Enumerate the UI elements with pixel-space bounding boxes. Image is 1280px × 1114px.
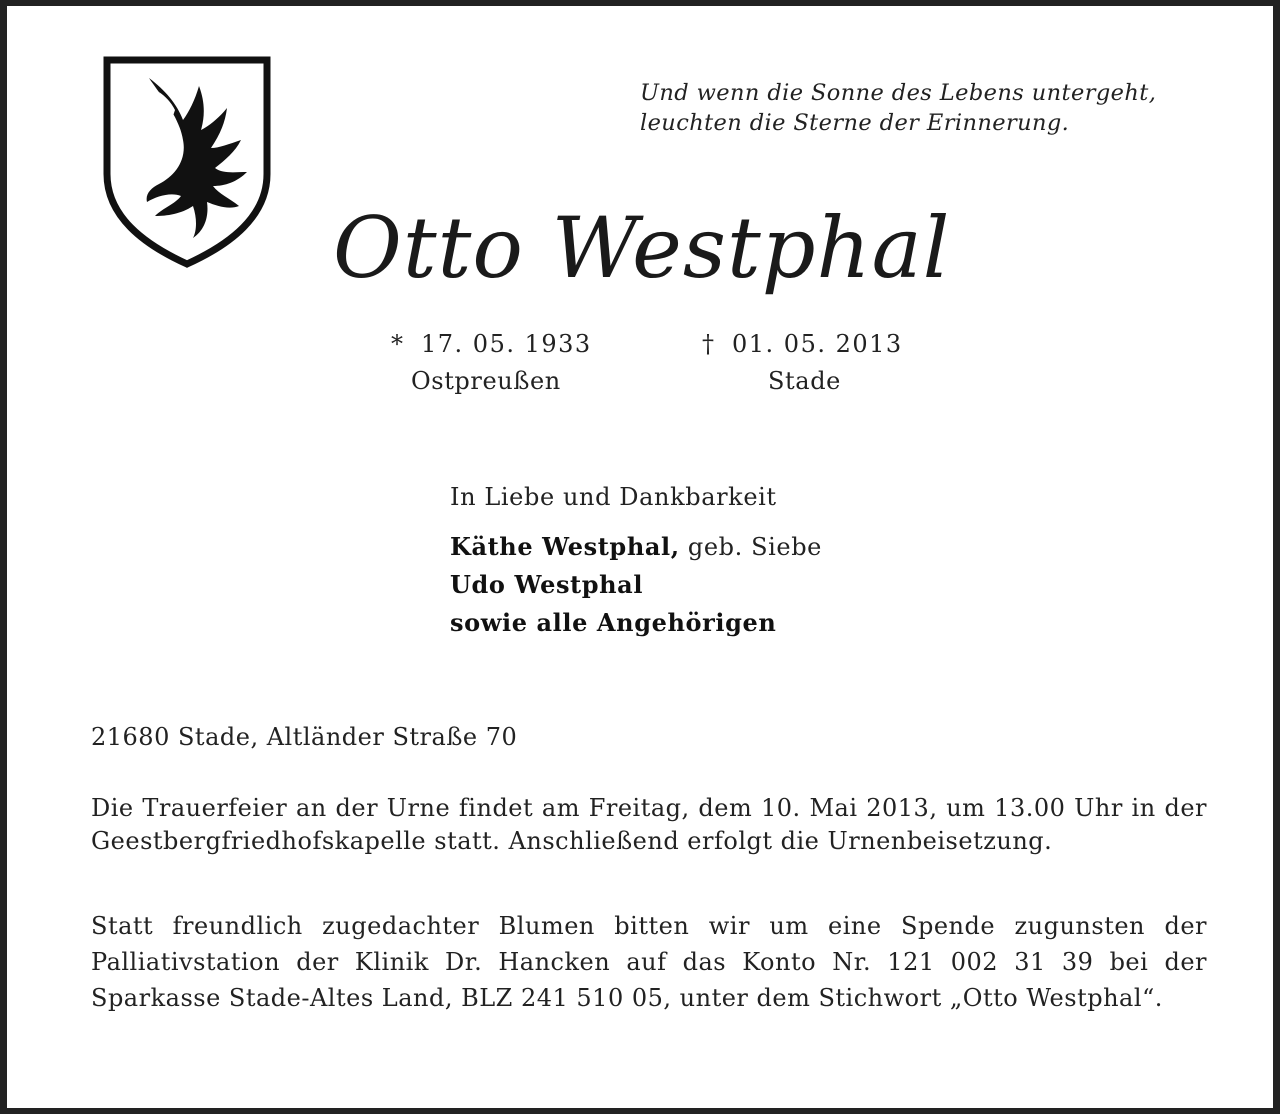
funeral-paragraph: Die Trauerfeier an der Urne findet am Freitag, dem 10. Mai 2013, um 13.00 Uhr in der Geestbergfriedhofskapelle statt. Anschließend erfolgt die Urnenbeisetzung. [91,794,1207,855]
birth-date [391,324,592,364]
death-symbol: † [702,330,716,358]
family-block [450,478,822,642]
family-member-1 [450,528,822,566]
motto-line-2: leuchten die Sterne der Erinnerung. [640,110,1070,136]
donation-paragraph: Statt freundlich zugedachter Blumen bitten wir um eine Spende zugunsten der Palliativstation der Klinik Dr. Hancken auf das Konto Nr. 121 002 31 39 bei der Sparkasse Stade-Altes Land, BLZ 241 510 05, unter dem Stichwort „Otto Westphal“. [91,912,1207,1012]
family-member-3 [450,604,822,642]
family-member-1-name: Käthe Westphal, [450,532,680,561]
deceased-name: Otto Westphal [333,199,951,297]
death-date-value: 01. 05. 2013 [732,330,903,358]
death-place: Stade [768,367,841,395]
family-address: 21680 Stade, Altländer Straße 70 [91,723,518,751]
family-member-1-suffix: geb. Siebe [679,533,822,561]
birth-date-value: 17. 05. 1933 [421,330,592,358]
family-member-2-name: Udo Westphal [450,570,644,599]
motto-quote [640,78,1240,138]
family-member-3-name: sowie alle Angehörigen [450,608,777,637]
family-member-2 [450,566,822,604]
coat-of-arms-icon [101,56,273,268]
birth-symbol: * [391,330,405,358]
family-intro: In Liebe und Dankbarkeit [450,483,777,511]
birth-place: Ostpreußen [411,367,561,395]
death-date [702,324,903,364]
motto-line-1: Und wenn die Sonne des Lebens untergeht, [640,80,1157,106]
